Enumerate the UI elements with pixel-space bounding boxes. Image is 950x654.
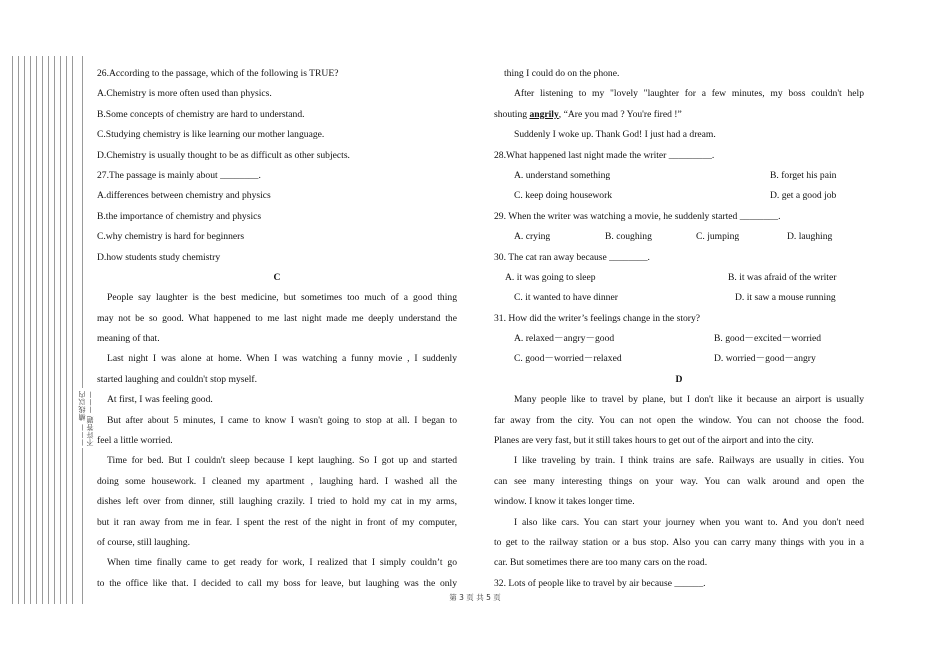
page-number: 第 3 页 共 5 页	[449, 593, 501, 602]
binding-line	[30, 56, 31, 604]
binding-line	[12, 56, 13, 604]
question-28: 28.What happened last night made the writer _________.	[494, 149, 715, 161]
passage-c-line: to the office like that. I decided to call my boss for leave, but laughing was the only	[97, 577, 457, 589]
option-d: D. get a good job	[770, 190, 837, 202]
binding-line	[66, 56, 67, 604]
story-line: After listening to my "lovely "laughter for a few minutes, my boss couldn't help	[514, 88, 864, 100]
story-text: shouting	[494, 108, 530, 120]
question-28-options-row	[494, 186, 864, 206]
binding-line	[82, 56, 83, 604]
section-c-heading: C	[273, 271, 281, 283]
question-27-option-b: B.the importance of chemistry and physics	[97, 210, 262, 222]
passage-c-line: Last night I was alone at home. When I was watching a funny movie , I suddenly	[107, 353, 457, 365]
left-column	[97, 64, 457, 594]
passage-c-line: At first, I was feeling good.	[107, 394, 213, 406]
binding-line	[72, 56, 73, 604]
option-c: C. it wanted to have dinner	[514, 292, 618, 304]
passage-d-line: far away from the city. You can not open the window. You can not choose the food.	[494, 414, 864, 426]
question-31-options-row	[494, 329, 864, 349]
question-27-option-c: C.why chemistry is hard for beginners	[97, 231, 245, 243]
question-26-option-c: C.Studying chemistry is like learning our mother language.	[97, 129, 325, 141]
option-a: A. crying	[514, 231, 551, 243]
option-c: C. keep doing housework	[514, 190, 613, 202]
question-27-option-d: D.how students study chemistry	[97, 251, 221, 263]
passage-d-line: window. I know it takes longer time.	[494, 496, 635, 508]
option-b: B. good－excited－worried	[714, 333, 822, 345]
underlined-word: angrily	[529, 108, 559, 120]
passage-c-line: meaning of that.	[97, 333, 160, 345]
passage-c-line: feel a little worried.	[97, 435, 173, 447]
passage-c-line: of course, still laughing.	[97, 536, 190, 548]
binding-line	[48, 56, 49, 604]
binding-line	[42, 56, 43, 604]
passage-c-line: Time for bed. But I couldn't sleep because I kept laughing. So I got up and started	[107, 455, 457, 467]
story-line: thing I could do on the phone.	[504, 68, 620, 79]
option-b: B. it was afraid of the writer	[728, 271, 837, 283]
passage-d-line: to get to the railway station or a bus stop. Also you can carry many things with you in a	[494, 536, 864, 548]
question-29-options-row	[494, 227, 864, 247]
story-text: , “Are you mad ? You're fired !”	[558, 108, 682, 120]
binding-line	[36, 56, 37, 604]
option-a: A. it was going to sleep	[505, 271, 596, 283]
passage-c-line: dishes left over from dinner, still laughing crazily. I tried to hold my cat in my arms,	[97, 496, 457, 508]
passage-d-line: I like traveling by train. I think trains are safe. Railways are usually in cities. You	[514, 455, 864, 467]
question-26-option-b: B.Some concepts of chemistry are hard to understand.	[97, 108, 305, 120]
passage-c-line: but it ran away from me in fear. I spent the rest of the night in front of my computer,	[97, 516, 457, 528]
question-28-options-row	[494, 166, 864, 186]
option-c: C. good－worried－relaxed	[514, 353, 622, 365]
passage-d-line: Many people like to travel by plane, but I don't like it because an airport is usually	[514, 394, 864, 406]
passage-c-line: doing some housework. I cleaned my apartment , laughing hard. I washed all the	[97, 475, 457, 487]
binding-line	[18, 56, 19, 604]
question-26-option-a: A.Chemistry is more often used than physics.	[97, 88, 272, 100]
binding-margin	[12, 56, 94, 604]
binding-line	[54, 56, 55, 604]
binding-seal-text: ——— 横线以内不许答题 ———	[78, 388, 88, 448]
passage-c-line: But after about 5 minutes, I came to know I wasn't going to stop at all. I began to	[107, 414, 457, 426]
section-d-heading: D	[675, 373, 683, 385]
option-b: B. coughing	[605, 231, 652, 243]
binding-line	[60, 56, 61, 604]
option-a: A. understand something	[514, 169, 611, 181]
option-d: D. worried－good－angry	[714, 353, 816, 365]
question-30: 30. The cat ran away because ________.	[494, 251, 650, 263]
question-29: 29. When the writer was watching a movie, he suddenly started ________.	[494, 210, 781, 222]
passage-d-line: can see many interesting things on your way. You can walk around and open the	[494, 475, 864, 487]
option-b: B. forget his pain	[770, 169, 837, 181]
option-d: D. laughing	[787, 231, 833, 243]
question-32: 32. Lots of people like to travel by air because ______.	[494, 577, 706, 589]
passage-c-line: People say laughter is the best medicine, but sometimes too much of a good thing	[107, 292, 457, 304]
question-31: 31. How did the writer’s feelings change in the story?	[494, 312, 701, 324]
question-26-option-d: D.Chemistry is usually thought to be as difficult as other subjects.	[97, 149, 350, 161]
question-30-options-row	[494, 288, 864, 308]
question-31-options-row	[494, 349, 864, 369]
passage-c-line: started laughing and couldn't stop myself.	[97, 373, 257, 385]
passage-d-line: Planes are very fast, but it still takes hours to get out of the airport and into the city.	[494, 435, 814, 447]
question-27-option-a: A.differences between chemistry and physics	[97, 190, 271, 202]
passage-d-line: I also like cars. You can start your journey when you want to. And you don't need	[514, 516, 864, 528]
binding-line	[24, 56, 25, 604]
question-27: 27.The passage is mainly about ________.	[97, 169, 261, 181]
option-a: A. relaxed－angry－good	[514, 333, 615, 345]
option-d: D. it saw a mouse running	[735, 292, 836, 304]
question-30-options-row	[494, 268, 864, 288]
story-line: Suddenly I woke up. Thank God! I just had a dream.	[514, 129, 716, 141]
passage-c-line: may not be so good. What happened to me last night made me deeply understand the	[97, 312, 457, 324]
passage-c-line: When time finally came to get ready for work, I realized that I simply couldn’t go	[107, 557, 457, 569]
option-c: C. jumping	[696, 231, 740, 243]
right-column	[494, 64, 864, 594]
question-26: 26.According to the passage, which of the following is TRUE?	[97, 68, 339, 79]
passage-d-line: car. But sometimes there are too many cars on the road.	[494, 557, 708, 569]
story-line-shouting	[494, 105, 864, 125]
